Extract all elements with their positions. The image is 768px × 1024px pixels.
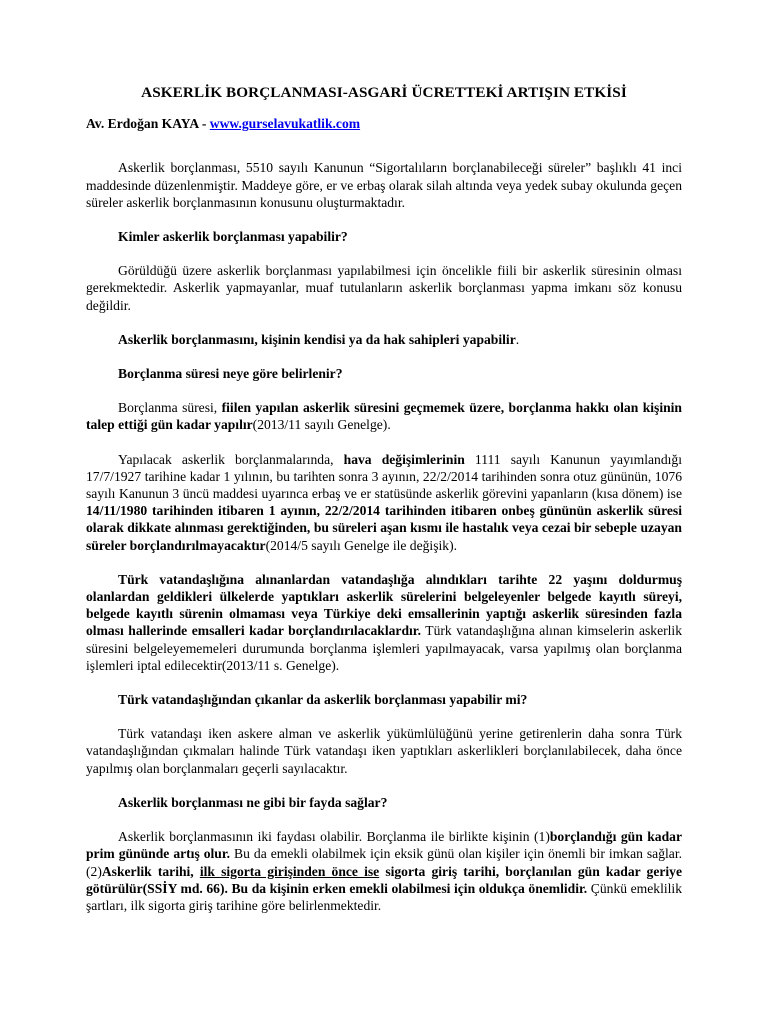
duration-text-bold: fiilen yapılan askerlik süresini geçmemek üzere, borçlanma hakkı olan kişinin talep ettiği gün kadar yapılır xyxy=(86,400,682,433)
air-change-text-bold-d: 14/11/1980 tarihinden itibaren 1 ayının, 22/2/2014 tarihinden itibaren onbeş gününün askerlik süresi olarak dikkate alınması gerektiğinden, bu süreleri aşan kısmı ile hastalık veya cezai bir sebeple uzayan süreler borçlandırılmayacaktır xyxy=(86,503,682,553)
document-title: ASKERLİK BORÇLANMASI-ASGARİ ÜCRETTEKİ ARTIŞIN ETKİSİ xyxy=(141,84,627,101)
duration-text-a: Borçlanma süresi, xyxy=(118,400,222,416)
benefits-text-bold-d: Askerlik tarihi, xyxy=(101,863,200,879)
benefits-text-bold-f: sigorta giriş tarihi, borçlanılan gün kadar geriye götürülür(SSİY md. 66). xyxy=(86,863,683,896)
citizenship-text-bold: Türk vatandaşlığına alınanlardan vatandaşlığa alındıkları tarihte 22 yaşını doldurmuş olanlardan geldikleri ülkelerde yaptıkları askerlik sürelerini belgeleyenler belgede kayıtlı süreyi, belgede kayıtlı sürenin olmaması veya Türkiye deki emsallerinin yaptığı askerlik süresinden fazla olması hallerinde emsalleri kadar borçlandırılacaklardır. xyxy=(86,571,682,639)
duration-text-c: (2013/11 sayılı Genelge). xyxy=(252,417,391,433)
paragraph-intro: Askerlik borçlanması, 5510 sayılı Kanunun “Sigortalıların borçlanabileceği süreler” başlıklı 41 inci maddesinde düzenlenmiştir. Maddeye göre, er ve erbaş olarak silah altında veya yedek subay okulunda geçen süreler askerlik borçlanmasının konusunu oluşturmaktadır. xyxy=(86,160,682,210)
benefits-text-a: Askerlik borçlanmasının iki faydası olabilir. Borçlanma ile birlikte kişinin (1) xyxy=(118,829,550,845)
paragraph-citizenship-renounced: Türk vatandaşı iken askere alman ve askerlik yükümlülüğünü yerine getirenlerin daha sonra Türk vatandaşlığından çıkmaları halinde Türk vatandaşı iken yaptıkları askerlikleri borçlanılabilecek, daha önce yapılmış olan borçlanmaları geçerli sayılacaktır. xyxy=(86,726,682,776)
benefits-text-underlined: ilk sigorta girişinden önce ise xyxy=(199,863,380,879)
who-applies-bold: Askerlik borçlanmasını, kişinin kendisi ya da hak sahipleri yapabilir xyxy=(118,331,516,347)
author-separator: - xyxy=(198,116,210,132)
paragraph-citizenship-acquired xyxy=(86,571,682,674)
heading-duration: Borçlanma süresi neye göre belirlenir? xyxy=(118,366,343,382)
benefits-text-h: Çünkü emeklilik şartları, ilk sigorta giriş tarihine göre belirlenmektedir. xyxy=(86,880,682,913)
paragraph-eligibility: Görüldüğü üzere askerlik borçlanması yapılabilmesi için öncelikle fiili bir askerlik süresinin olması gerekmektedir. Askerlik yapmayanlar, muaf tutulanların askerlik borçlanması yapma imkanı söz konusu değildir. xyxy=(86,263,682,313)
air-change-text-bold-b: hava değişimlerinin xyxy=(343,451,465,467)
citizenship-text-rest: Türk vatandaşlığına alınan kimselerin askerlik süresini belgeleyememeleri durumunda borçlanma işlemleri yapılmayacak, varsa yapılmış olan borçlanma işlemleri iptal edilecektir(2013/11 s. Genelge). xyxy=(86,623,682,673)
author-name: Av. Erdoğan KAYA xyxy=(86,116,199,132)
paragraph-benefits xyxy=(86,828,682,914)
heading-citizenship-renounced: Türk vatandaşlığından çıkanlar da askerlik borçlanması yapabilir mi? xyxy=(118,692,528,708)
air-change-text-e: (2014/5 sayılı Genelge ile değişik). xyxy=(265,537,457,553)
benefits-text-bold-b: borçlandığı gün kadar prim gününde artış olur. xyxy=(86,829,682,862)
heading-who-can-apply: Kimler askerlik borçlanması yapabilir? xyxy=(118,229,348,245)
author-line xyxy=(86,115,682,132)
air-change-text-c: 1111 sayılı Kanunun yayımlandığı 17/7/1927 tarihine kadar 1 yılının, bu tarihten sonra 3 ayının, 22/2/2014 tarihinden sonra otuz gününün, 1076 sayılı Kanunun 3 üncü maddesi uyarınca erbaş ve er statüsünde askerlik görevini yapanların (kısa dönem) ise xyxy=(86,451,682,502)
air-change-text-a: Yapılacak askerlik borçlanmalarında, xyxy=(118,451,344,467)
author-website-link[interactable]: www.gurselavukatlik.com xyxy=(209,116,361,132)
heading-benefits: Askerlik borçlanması ne gibi bir fayda sağlar? xyxy=(118,794,388,810)
paragraph-air-change xyxy=(86,451,682,554)
paragraph-who-applies xyxy=(86,331,682,348)
who-applies-end: . xyxy=(515,331,520,347)
benefits-text-bold-g: Bu da kişinin erken emekli olabilmesi için oldukça önemlidir. xyxy=(227,880,588,896)
paragraph-duration xyxy=(86,399,682,433)
benefits-text-c: Bu da emekli olabilmek için eksik günü olan kişiler için önemli bir imkan sağlar. (2) xyxy=(86,846,682,879)
